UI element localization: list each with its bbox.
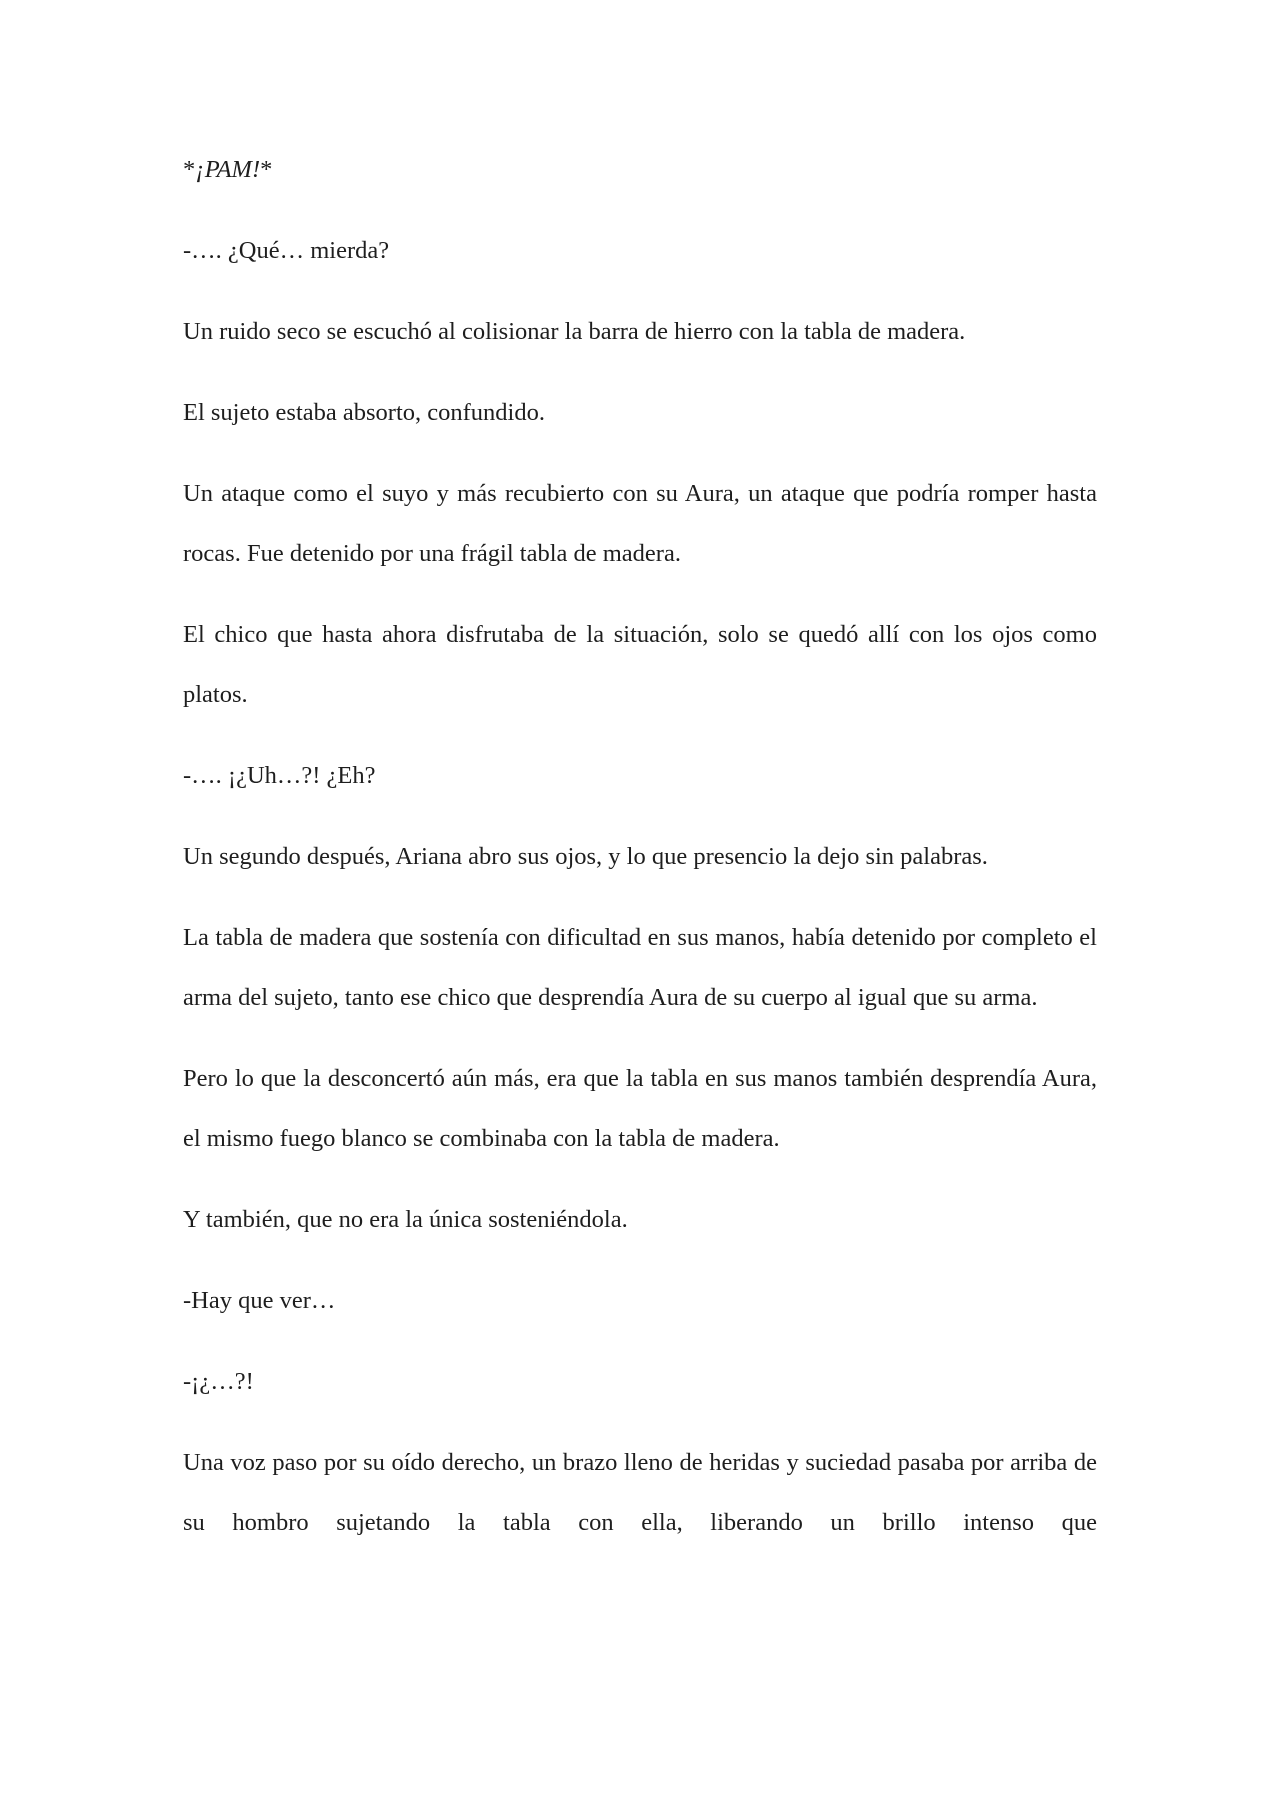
paragraph-narration: Un ruido seco se escuchó al colisionar la barra de hierro con la tabla de madera. [183,318,966,345]
paragraph-narration-continued: Una voz paso por su oído derecho, un brazo lleno de heridas y suciedad pasaba por arriba de su hombro sujetando la tabla con ella, liberando un brillo intenso que [183,1449,1097,1536]
paragraph-dialogue: -¡¿…?! [183,1368,254,1395]
paragraph-sound-effect [183,140,1097,200]
document-page [183,140,1097,1574]
paragraph-narration: Y también, que no era la única sosteniéndola. [183,1206,628,1233]
sound-effect-suffix: * [260,156,273,183]
sound-effect-text: ¡PAM! [195,156,261,183]
paragraph-narration: La tabla de madera que sostenía con dificultad en sus manos, había detenido por completo el arma del sujeto, tanto ese chico que desprendía Aura de su cuerpo al igual que su arma. [183,924,1097,1011]
paragraph-narration: Un segundo después, Ariana abro sus ojos, y lo que presencio la dejo sin palabras. [183,843,988,870]
paragraph-dialogue: -…. ¡¿Uh…?! ¿Eh? [183,762,376,789]
paragraph-narration: El sujeto estaba absorto, confundido. [183,399,545,426]
sound-effect-prefix: * [183,156,196,183]
paragraph-narration: Pero lo que la desconcertó aún más, era que la tabla en sus manos también desprendía Aura, el mismo fuego blanco se combinaba con la tabla de madera. [183,1065,1097,1152]
paragraph-narration: El chico que hasta ahora disfrutaba de la situación, solo se quedó allí con los ojos como platos. [183,621,1097,708]
paragraph-narration: Un ataque como el suyo y más recubierto con su Aura, un ataque que podría romper hasta rocas. Fue detenido por una frágil tabla de madera. [183,480,1097,567]
paragraph-dialogue: -Hay que ver… [183,1287,336,1314]
paragraph-dialogue: -…. ¿Qué… mierda? [183,237,390,264]
